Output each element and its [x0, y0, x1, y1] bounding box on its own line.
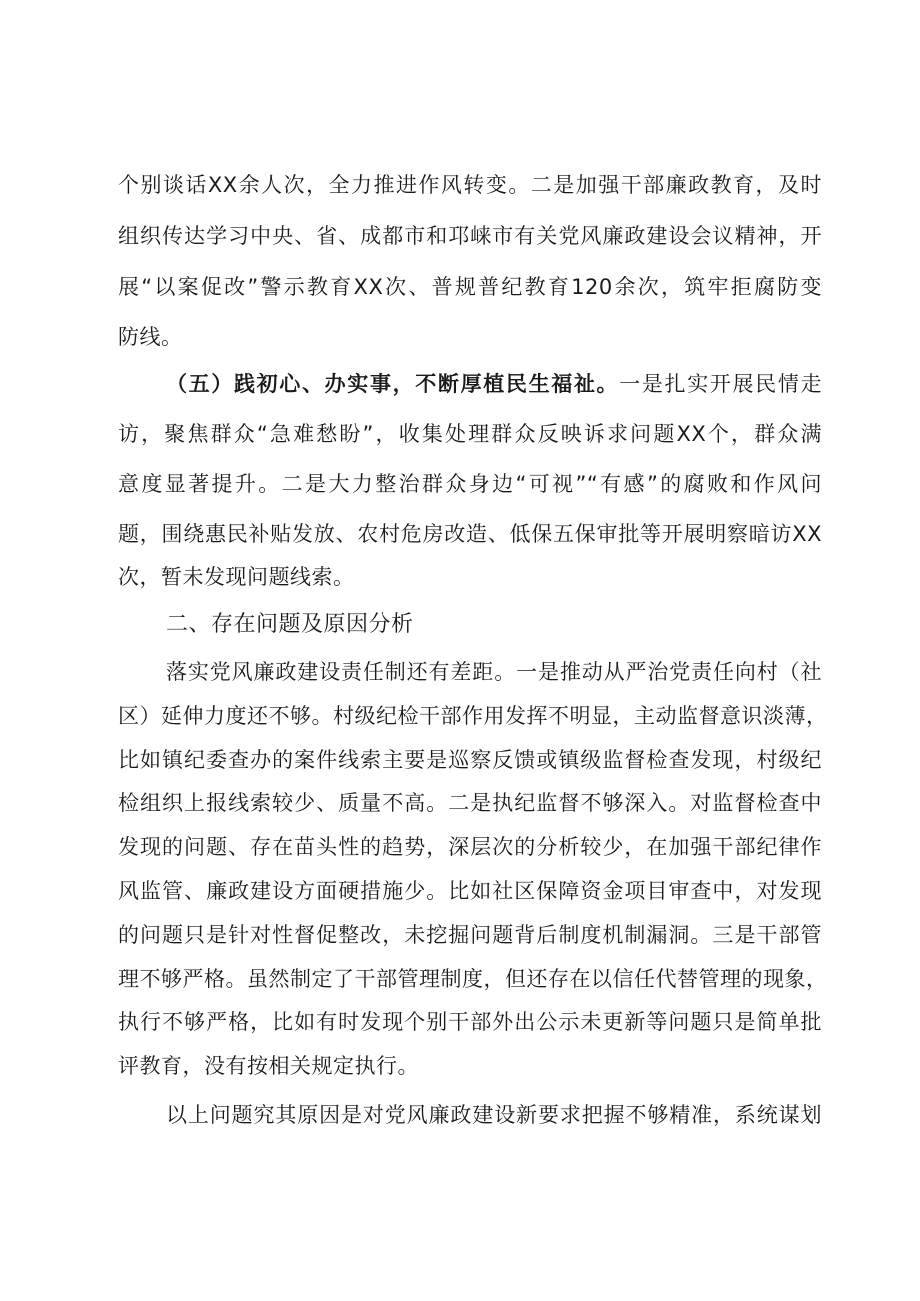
paragraph-line: 展“以案促改”警示教育XX次、普规普纪教育120余次，筑牢拒腐防变 [118, 275, 822, 299]
paragraph-line: 意度显著提升。二是大力整治群众身边“可视”“有感”的腐败和作风问 [118, 472, 822, 496]
paragraph-line: 比如镇纪委查办的案件线索主要是巡察反馈或镇级监督检查发现，村级纪 [118, 748, 822, 772]
paragraph-line: 风监管、廉政建设方面硬措施少。比如社区保障资金项目审查中，对发现 [118, 879, 822, 903]
paragraph-line: 以上问题究其原因是对党风廉政建设新要求把握不够精准，系统谋划 [166, 1103, 822, 1127]
paragraph-line: 检组织上报线索较少、质量不高。二是执纪监督不够深入。对监督检查中 [118, 791, 822, 815]
paragraph-five-title: （五）践初心、办实事，不断厚植民生福祉。 [166, 372, 620, 396]
paragraph-line: 发现的问题、存在苗头性的趋势，深层次的分析较少，在加强干部纪律作 [118, 835, 822, 859]
paragraph-line: 理不够严格。虽然制定了干部管理制度，但还存在以信任代替管理的现象， [118, 967, 828, 991]
paragraph-line: 区）延伸力度还不够。村级纪检干部作用发挥不明显，主动监督意识淡薄， [118, 704, 828, 728]
paragraph-line: 执行不够严格，比如有时发现个别干部外出公示未更新等问题只是简单批 [118, 1010, 822, 1034]
paragraph-line: 个别谈话XX余人次，全力推进作风转变。二是加强干部廉政教育，及时 [118, 173, 822, 197]
paragraph-line: 次，暂未发现问题线索。 [118, 565, 355, 589]
section-heading: 二、存在问题及原因分析 [166, 612, 414, 637]
paragraph-line: 访，聚焦群众“急难愁盼”，收集处理群众反映诉求问题XX个，群众满 [118, 422, 822, 446]
paragraph-line: 防线。 [118, 325, 183, 349]
paragraph-line: 的问题只是针对性督促整改，未挖掘问题背后制度机制漏洞。三是干部管 [118, 923, 822, 947]
paragraph-line: 题，围绕惠民补贴发放、农村危房改造、低保五保审批等开展明察暗访XX [118, 522, 822, 546]
paragraph-five-first-line [166, 369, 822, 399]
paragraph-line: 落实党风廉政建设责任制还有差距。一是推动从严治党责任向村（社 [166, 660, 822, 684]
paragraph-line: 组织传达学习中央、省、成都市和邛崃市有关党风廉政建设会议精神，开 [118, 224, 822, 248]
paragraph-five-first-rest: 一是扎实开展民情走 [619, 372, 823, 396]
paragraph-line: 评教育，没有按相关规定执行。 [118, 1054, 419, 1078]
